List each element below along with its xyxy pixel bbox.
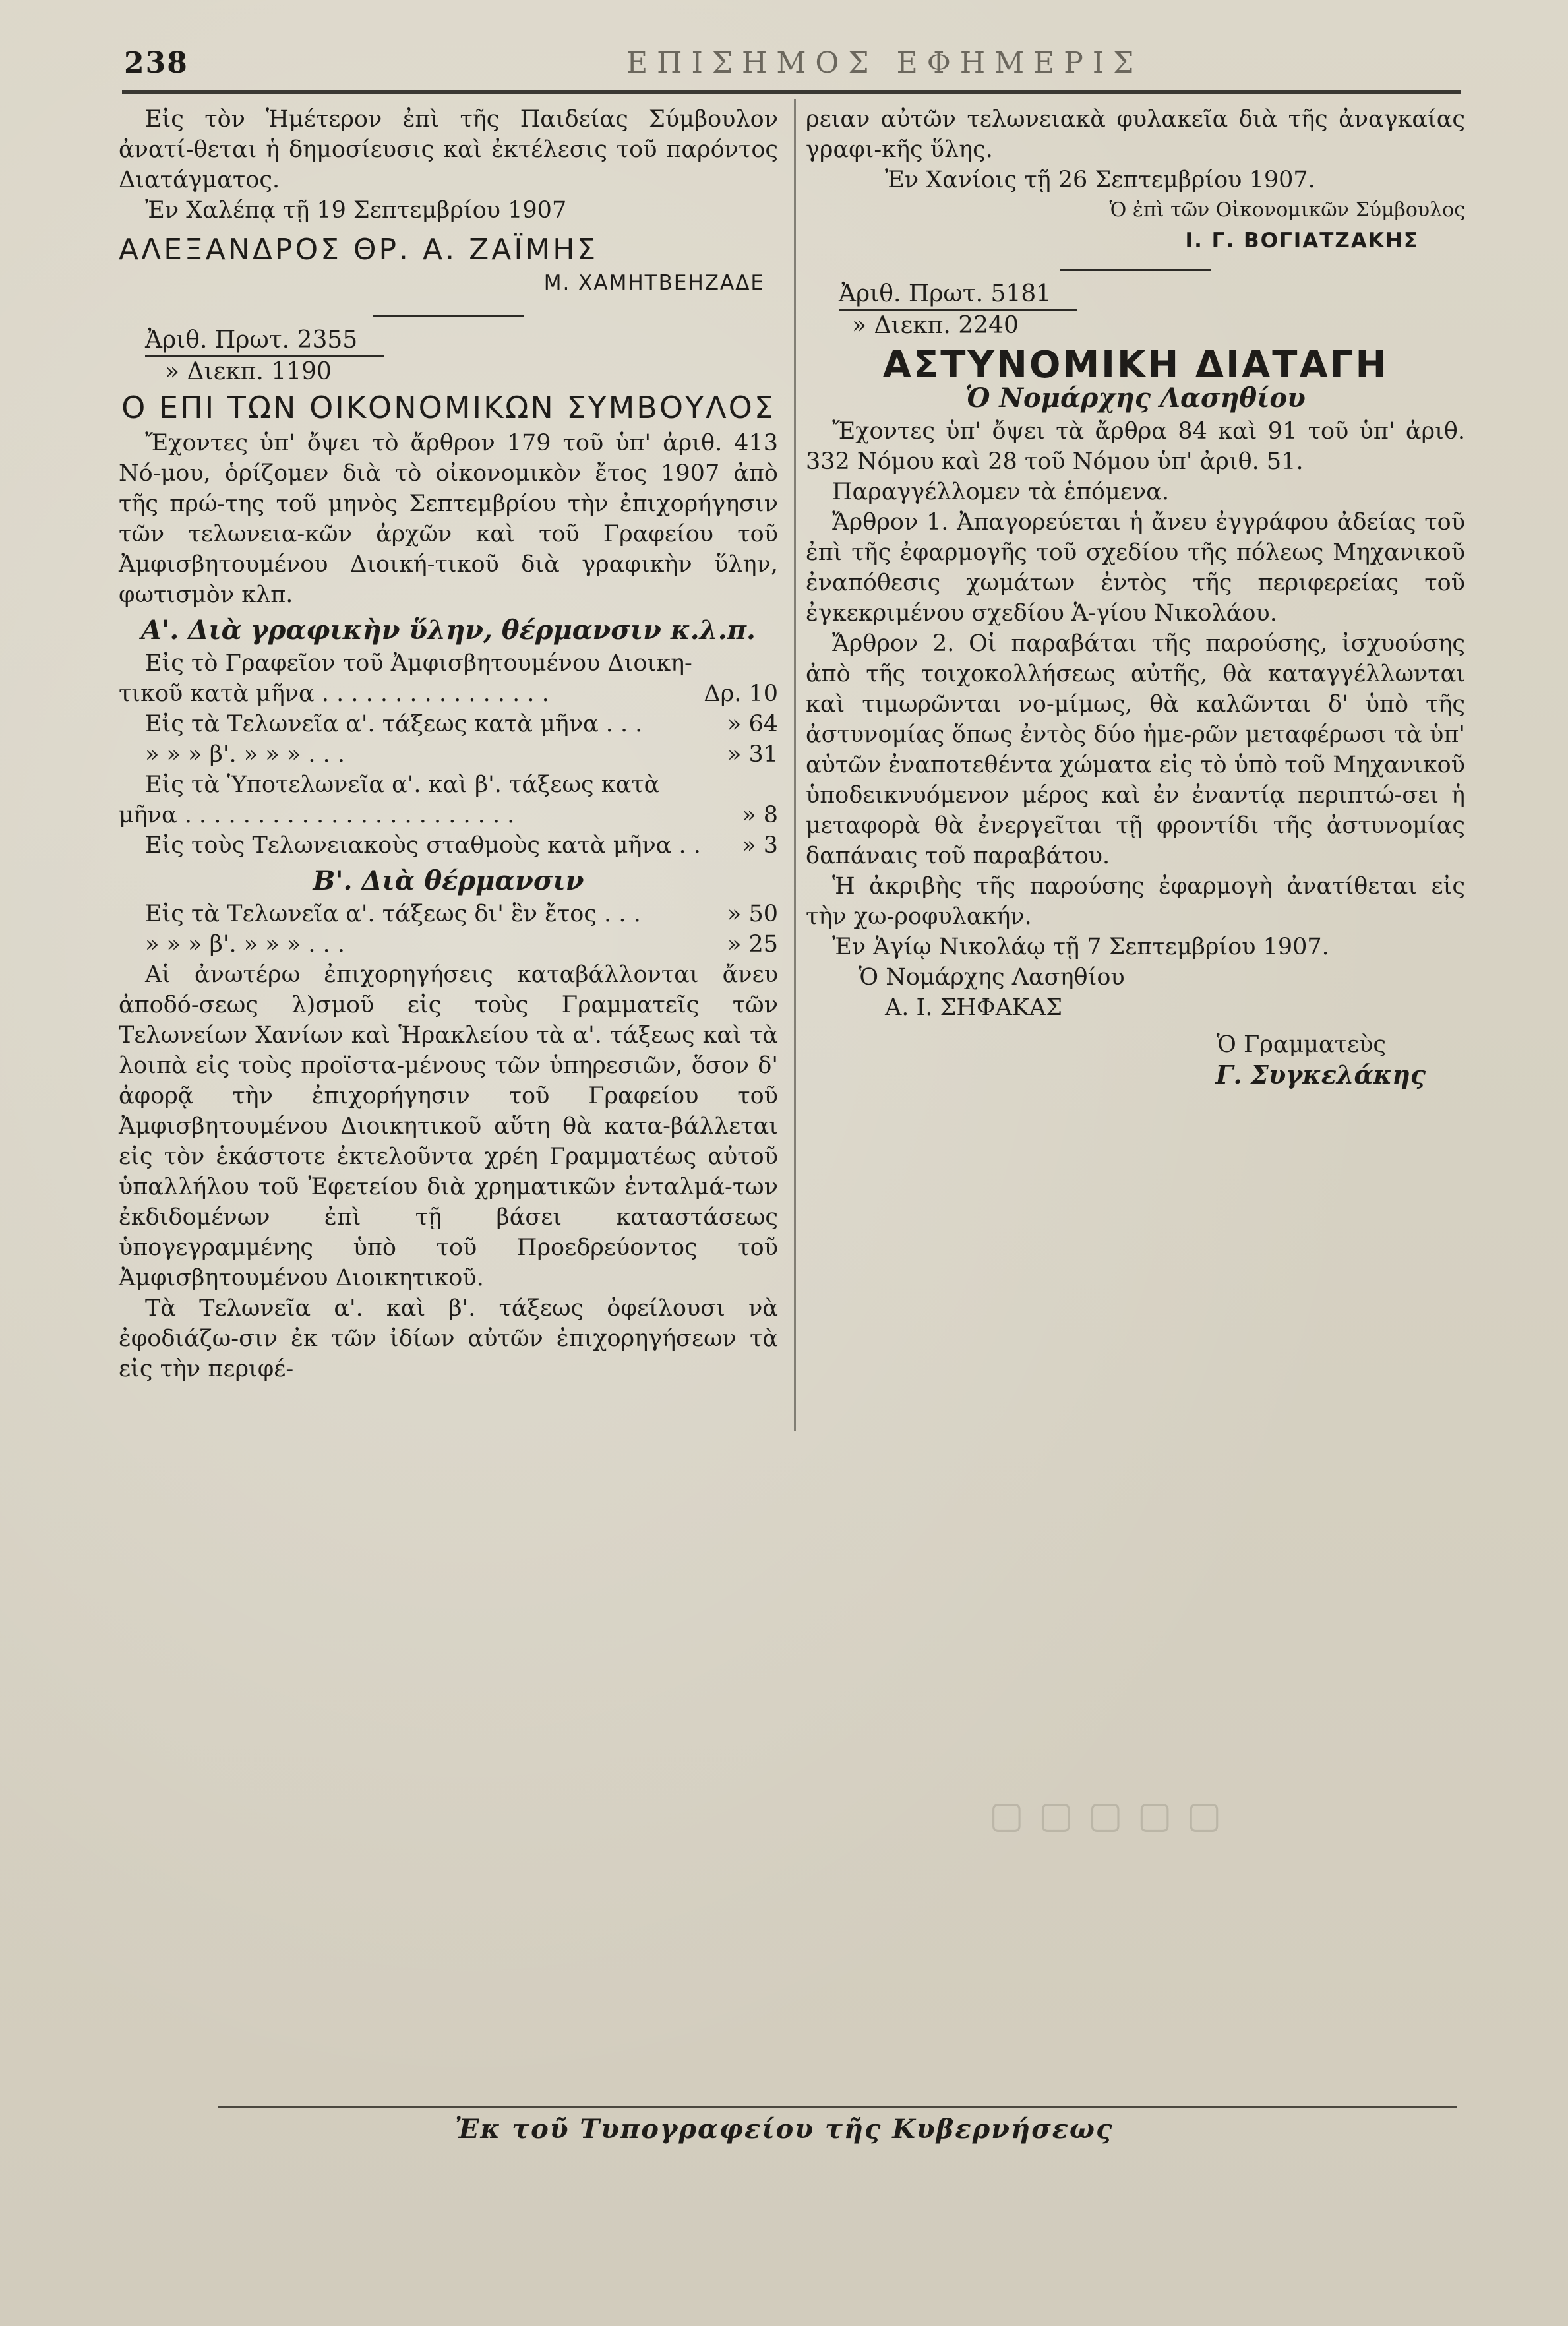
dispatch-number: » Διεκπ. 1190	[165, 358, 332, 385]
allowance-value: » 8	[742, 802, 778, 828]
section-title-police-order: ΑΣΤΥΝΟΜΙΚΗ ΔΙΑΤΑΓΗ	[882, 344, 1389, 386]
printer-imprint: Ἐκ τοῦ Τυπογραφείου τῆς Κυβερνήσεως	[454, 2114, 1114, 2145]
separator-rule	[373, 315, 524, 317]
allowance-row	[119, 800, 778, 830]
customs-supply-paragraph: Τὰ Τελωνεῖα α'. καὶ β'. τάξεως ὀφείλουσι νὰ ἐφοδιάζω-σιν ἐκ τῶν ἰδίων αὐτῶν ἐπιχορηγήσεων τὰ εἰς τὴν περιφέ-	[119, 1295, 778, 1382]
allowance-value: » 64	[727, 711, 778, 737]
allowance-label: » » » β'. » » » . . .	[145, 931, 345, 958]
subsection-b-heading: Β'. Διὰ θέρμανσιν	[313, 865, 584, 896]
column-divider	[794, 99, 796, 1431]
allowance-value: » 25	[727, 931, 778, 958]
protocol-number-text: Ἀριθ. Πρωτ. 2355	[145, 325, 384, 357]
nomarch-name: Α. Ι. ΣΗΦΑΚΑΣ	[885, 995, 1063, 1021]
allowance-row	[119, 679, 778, 709]
decree-signatory: ΑΛΕΞΑΝΔΡΟΣ ΘΡ. Α. ΖΑΪΜΗΣ	[119, 233, 599, 266]
newspaper-title: ΕΠΙΣΗΜΟΣ ΕΦΗΜΕΡΙΣ	[626, 46, 1143, 80]
bleed-through-texture: ▢▢▢▢▢	[989, 1794, 1236, 1837]
article-2: Ἄρθρον 2. Οἱ παραβάται τῆς παρούσης, ἰσχυούσης ἀπὸ τῆς τοιχοκολλήσεως αὐτῆς, θὰ καταγγέλλωνται καὶ τιμωρῶνται νο-μίμως, θὰ καλῶνται δ' ὑπὸ τῆς ἀστυνομίας ὅπως ἐντὸς δύο ἡμε-ρῶν μεταφέρωσι τὰ ὑπ' αὐτῶν ἐναποτεθέντα χώματα εἰς τὸ ὑπὸ τοῦ Μηχανικοῦ ὑποδεικνυόμενον μέρος καὶ ἐν ἐναντίᾳ περιπτώ-σει ἡ μεταφορὰ θὰ ἐνεργεῖται τῇ φροντίδι τῆς ἀστυνομίας δαπάναις τοῦ παραβάτου.	[806, 630, 1465, 869]
allowance-label: Εἰς τὰ Τελωνεῖα α'. τάξεως δι' ἓν ἔτος . . .	[145, 901, 641, 927]
allowance-intro: Εἰς τὸ Γραφεῖον τοῦ Ἀμφισβητουμένου Διοικη-	[145, 650, 692, 677]
header-rule	[122, 90, 1461, 94]
police-order-date-line: Ἐν Ἁγίῳ Νικολάῳ τῇ 7 Σεπτεμβρίου 1907.	[832, 934, 1329, 960]
allowance-row	[119, 899, 778, 929]
allowance-value: » 31	[727, 741, 778, 768]
allowance-value: Δρ. 10	[704, 681, 778, 707]
allowance-label: » » » β'. » » » . . .	[145, 741, 345, 768]
right-column	[806, 104, 1465, 1090]
continued-paragraph: ρειαν αὐτῶν τελωνειακὰ φυλακεῖα διὰ τῆς ἀναγκαίας γραφι-κῆς ὕλης.	[806, 106, 1465, 163]
economics-signer-role: Ὁ ἐπὶ τῶν Οἰκονομικῶν Σύμβουλος	[1109, 199, 1465, 222]
secretary-role: Ὁ Γραμματεὺς	[1216, 1031, 1386, 1058]
dispatch-number: » Διεκπ. 2240	[852, 312, 1019, 339]
allowance-label: Εἰς τὰ Τελωνεῖα α'. τάξεως κατὰ μῆνα . . .	[145, 711, 643, 737]
left-column	[119, 104, 778, 1384]
allowance-label: Εἰς τοὺς Τελωνειακοὺς σταθμοὺς κατὰ μῆνα . .	[145, 832, 701, 859]
decree-date-line: Ἐν Χαλέπᾳ τῇ 19 Σεπτεμβρίου 1907	[145, 197, 567, 224]
footer-rule	[218, 2106, 1457, 2108]
allowance-label: τικοῦ κατὰ μῆνα . . . . . . . . . . . . . . . .	[119, 681, 549, 707]
secretary-name: Γ. Συγκελάκης	[1215, 1060, 1426, 1089]
police-order-issuer: Ὁ Νομάρχης Λασηθίου	[965, 383, 1306, 413]
allowance-intro: Εἰς τὰ Ὑποτελωνεῖα α'. καὶ β'. τάξεως κατὰ	[145, 772, 660, 798]
allowance-label: μῆνα . . . . . . . . . . . . . . . . . . . . . . .	[119, 802, 515, 828]
section-title-economics: Ο ΕΠΙ ΤΩΝ ΟΙΚΟΝΟΜΙΚΩΝ ΣΥΜΒΟΥΛΟΣ	[121, 390, 775, 425]
police-order-command: Παραγγέλλομεν τὰ ἑπόμενα.	[832, 479, 1169, 505]
police-order-preamble: Ἔχοντες ὑπ' ὄψει τὰ ἄρθρα 84 καὶ 91 τοῦ ὑπ' ἀριθ. 332 Νόμου καὶ 28 τοῦ Νόμου ὑπ' ἀριθ. 51.	[806, 418, 1465, 475]
payment-terms-paragraph: Αἱ ἀνωτέρω ἐπιχορηγήσεις καταβάλλονται ἄνευ ἀποδό-σεως λ)σμοῦ εἰς τοὺς Γραμματεῖς τῶν Τελωνείων Χανίων καὶ Ἡρακλείου τὰ α'. τάξεως καὶ τὰ λοιπὰ εἰς τοὺς προϊστα-μένους τῶν ὑπηρεσιῶν, ὅσον δ' ἀφορᾷ τὴν ἐπιχορήγησιν τοῦ Γραφείου τοῦ Ἀμφισβητουμένου Διοικητικοῦ αὕτη θὰ κατα-βάλλεται εἰς τὸν ἑκάστοτε ἐκτελοῦντα χρέη Γραμματέως αὐτοῦ ὑπαλλήλου τοῦ Ἐφετείου διὰ χρηματικῶν ἐνταλμά-των ἐκδιδομένων ἐπὶ τῇ βάσει καταστάσεως ὑπογεγραμμένης ὑπὸ τοῦ Προεδρεύοντος τοῦ Ἀμφισβητουμένου Διοικητικοῦ.	[119, 962, 778, 1291]
police-order-closing: Ἡ ἀκριβὴς τῆς παρούσης ἐφαρμογὴ ἀνατίθεται εἰς τὴν χω-ροφυλακήν.	[806, 873, 1465, 930]
protocol-number-text: Ἀριθ. Πρωτ. 5181	[839, 279, 1077, 311]
separator-rule	[1060, 269, 1211, 271]
economics-date-line: Ἐν Χανίοις τῇ 26 Σεπτεμβρίου 1907.	[885, 167, 1315, 193]
page-number: 238	[124, 46, 189, 80]
subsection-a-heading: Α'. Διὰ γραφικὴν ὕλην, θέρμανσιν κ.λ.π.	[141, 615, 756, 646]
allowance-row	[119, 739, 778, 770]
page-header	[0, 46, 1568, 92]
allowance-row	[119, 709, 778, 739]
protocol-number	[806, 279, 1465, 311]
economics-body-paragraph: Ἔχοντες ὑπ' ὄψει τὸ ἄρθρον 179 τοῦ ὑπ' ἀριθ. 413 Νό-μου, ὁρίζομεν διὰ τὸ οἰκονομικὸν ἔτος 1907 ἀπὸ τῆς πρώ-της τοῦ μηνὸς Σεπτεμβρίου τὴν ἐπιχορήγησιν τῶν τελωνεια-κῶν ἀρχῶν καὶ τοῦ Γραφείου τοῦ Ἀμφισβητουμένου Διοική-τικοῦ διὰ γραφικὴν ὕλην, φωτισμὸν κλπ.	[119, 430, 778, 608]
allowance-row	[119, 830, 778, 861]
protocol-number	[119, 325, 778, 357]
decree-countersignatory: Μ. ΧΑΜΗΤΒΕΗΖΑΔΕ	[543, 271, 765, 295]
nomarch-role: Ὁ Νομάρχης Λασηθίου	[859, 964, 1125, 991]
decree-closing-paragraph: Εἰς τὸν Ἡμέτερον ἐπὶ τῆς Παιδείας Σύμβουλον ἀνατί-θεται ἡ δημοσίευσις καὶ ἐκτέλεσις τοῦ παρόντος Διατάγματος.	[119, 106, 778, 193]
allowance-value: » 3	[742, 832, 778, 859]
article-1: Ἄρθρον 1. Ἀπαγορεύεται ἡ ἄνευ ἐγγράφου ἀδείας τοῦ ἐπὶ τῆς ἐφαρμογῆς τοῦ σχεδίου τῆς πόλεως Μηχανικοῦ ἐναπόθεσις χωμάτων ἐντὸς τῆς περιφερείας τοῦ ἐγκεκριμένου σχεδίου Ἁ-γίου Νικολάου.	[806, 509, 1465, 627]
economics-signer-name: Ι. Γ. ΒΟΓΙΑΤΖΑΚΗΣ	[1185, 229, 1419, 253]
allowance-row	[119, 929, 778, 960]
allowance-value: » 50	[727, 901, 778, 927]
